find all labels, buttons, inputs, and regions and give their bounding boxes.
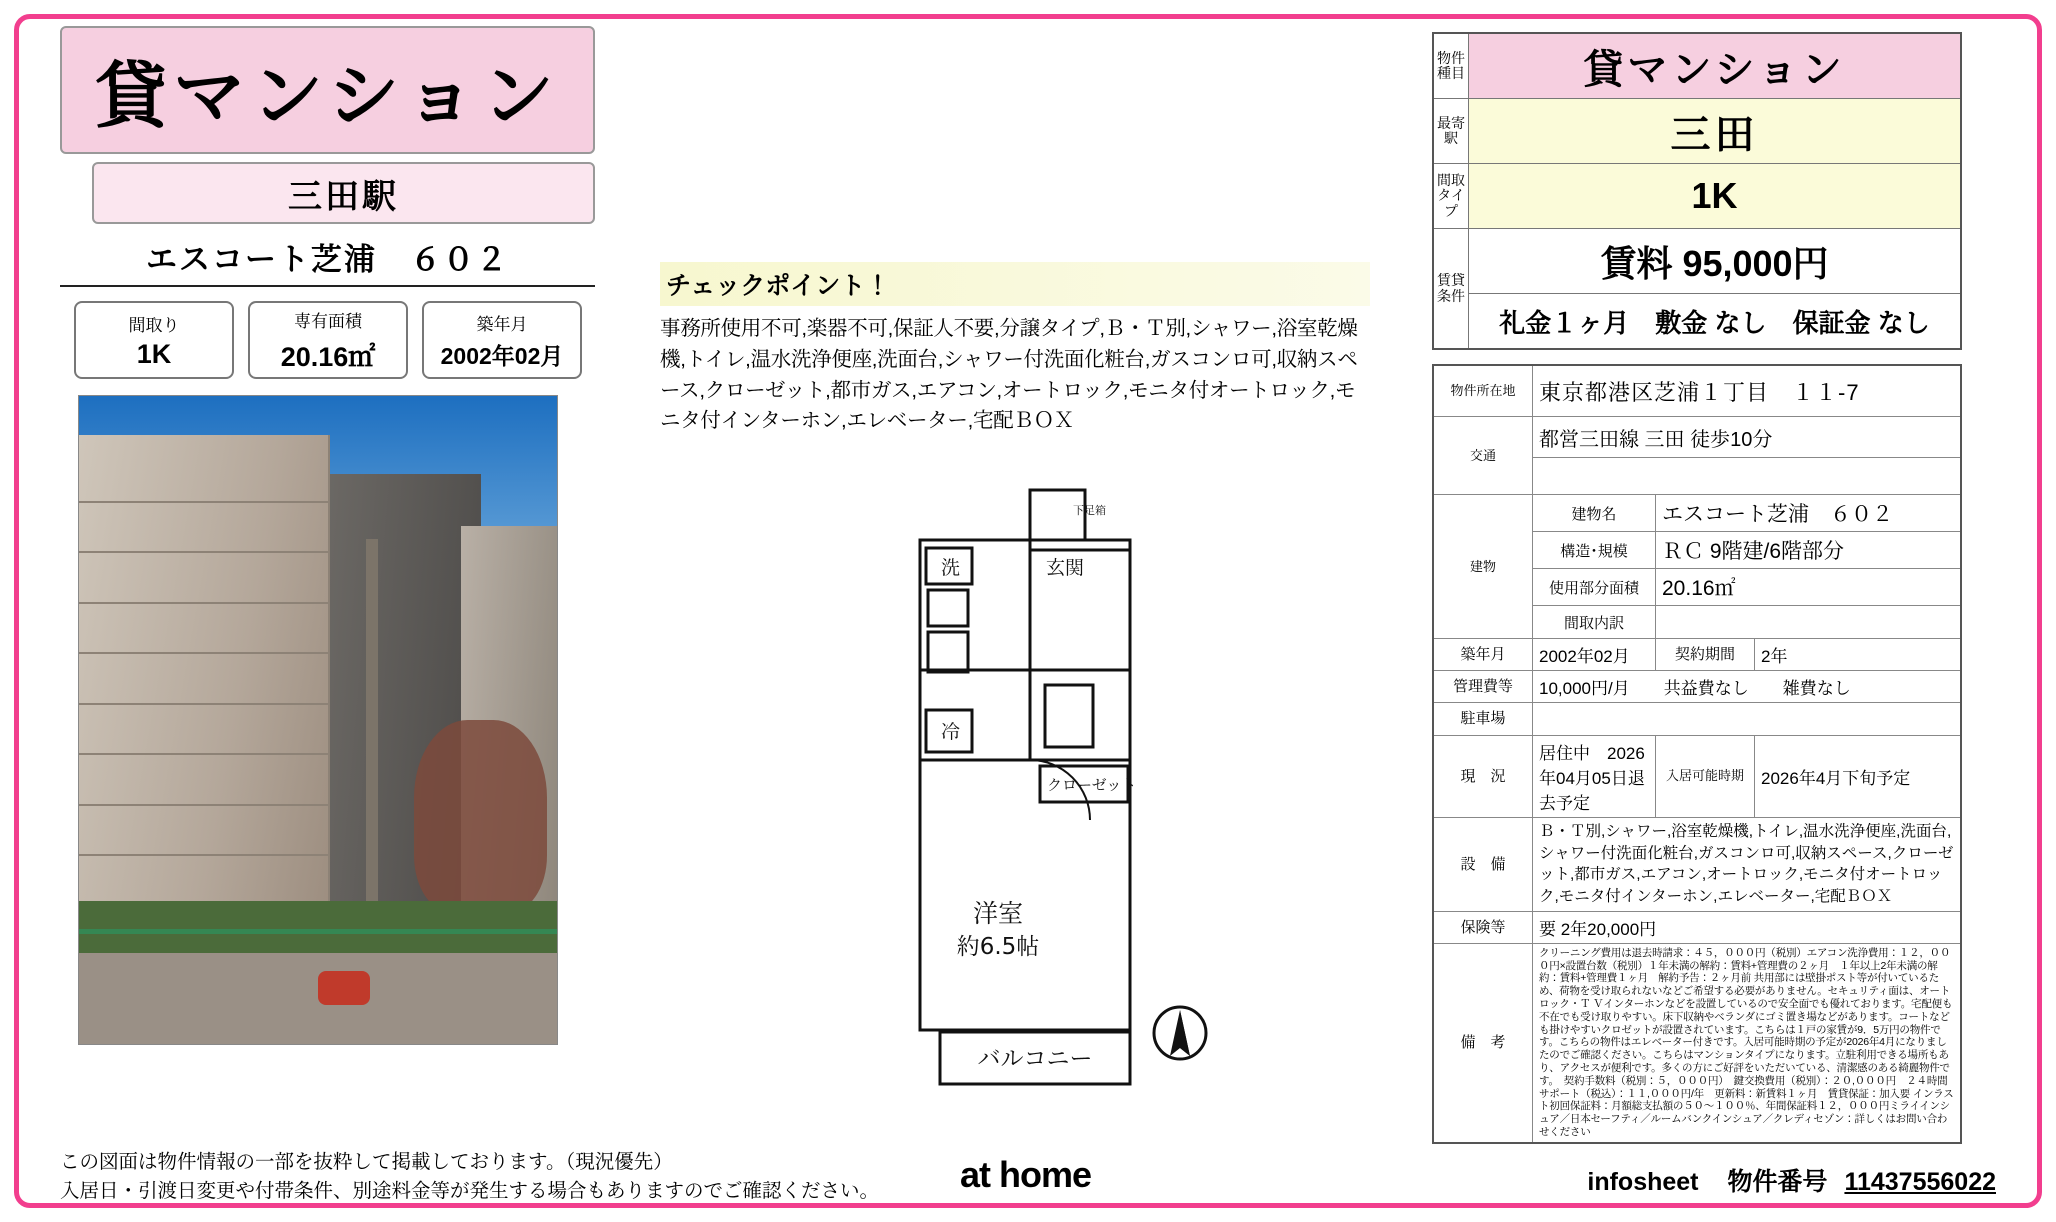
checkpoint-body: 事務所使用不可,楽器不可,保証人不要,分譲タイプ,Ｂ・Ｔ別,シャワー,浴室乾燥機,トイレ,温水洗浄便座,洗面台,シャワー付洗面化粧台,ガスコンロ可,収納スペース,クローゼット,都市ガス,エアコン,オートロック,モニタ付オートロック,モニタ付インターホン,エレベーター,宅配ＢＯＸ [660, 317, 1358, 433]
area-label: 使用部分面積 [1533, 569, 1656, 606]
details-row-transport [1433, 417, 1961, 458]
building-name-value: エスコート芝浦 ６０２ [1656, 495, 1962, 532]
building-name: エスコート芝浦 ６０２ [60, 234, 595, 287]
station-banner [92, 162, 595, 224]
contract-value: 2年 [1755, 639, 1962, 671]
disclaimer-line-2: 入居日・引渡日変更や付帯条件、別途料金等が発生する場合もありますのでご確認ください。 [60, 1179, 880, 1202]
floorplan-room-size: 約6.5帖 [956, 934, 1040, 960]
building-photo [78, 395, 558, 1045]
equipment-value: Ｂ・Ｔ別,シャワー,浴室乾燥機,トイレ,温水洗浄便座,洗面台,シャワー付洗面化粧台,ガスコンロ可,収納スペース,クローゼット,都市ガス,エアコン,オートロック,モニタ付オートロック,モニタ付インターホン,エレベーター,宅配ＢＯＸ [1533, 818, 1962, 912]
movein-label: 入居可能時期 [1656, 736, 1755, 818]
station-text: 三田駅 [288, 177, 399, 216]
photo-building-main [79, 435, 330, 940]
floorplan-fridge-label: 冷 [941, 721, 961, 743]
floorplan [880, 470, 1350, 1110]
equipment-label: 設 備 [1433, 818, 1533, 912]
structure-value: ＲＣ 9階建/6階部分 [1656, 532, 1962, 569]
summary-row-station [1433, 99, 1961, 164]
photo-tree [414, 720, 548, 914]
summary-row-type [1433, 33, 1961, 99]
summary-row-layout-label: 間取タイプ [1433, 164, 1469, 229]
summary-row-type-value: 貸マンション [1469, 33, 1962, 99]
layout-detail-value [1656, 606, 1962, 639]
north-arrow-icon [1154, 1007, 1206, 1059]
right-column [1432, 32, 1962, 1144]
parking-label: 駐車場 [1433, 703, 1533, 736]
summary-rent-side-label: 賃貸条件 [1433, 229, 1469, 350]
details-row-parking [1433, 703, 1961, 736]
insurance-value: 要 2年20,000円 [1533, 911, 1962, 943]
layout-detail-label: 間取内訳 [1533, 606, 1656, 639]
floorplan-closet-label: クローゼット [1047, 776, 1137, 794]
spec-layout-label: 間取り [128, 315, 180, 335]
details-transport-value: 都営三田線 三田 徒歩10分 [1533, 417, 1962, 458]
photo-car [318, 971, 370, 1005]
checkpoint-title: チェックポイント！ [660, 262, 1370, 306]
details-row-address [1433, 365, 1961, 417]
disclaimer-line-1: この図面は物件情報の一部を抜粋して掲載しております。（現況優先） [60, 1150, 673, 1173]
status-value: 居住中 2026年04月05日退去予定 [1533, 736, 1656, 818]
details-transport-label: 交通 [1433, 417, 1533, 495]
footer [60, 1148, 2000, 1207]
mgmt-value: 10,000円/月 共益費なし 雑費なし [1533, 671, 1962, 703]
spec-area [248, 301, 408, 379]
summary-row-layout-value: 1K [1469, 164, 1962, 229]
details-transport-value2 [1533, 458, 1962, 495]
infosheet-label: infosheet [1587, 1167, 1699, 1196]
floorplan-room-label: 洋室 [972, 899, 1024, 928]
details-row-status [1433, 736, 1961, 818]
details-row-insurance [1433, 911, 1961, 943]
floorplan-shoebox-label: 下足箱 [1073, 504, 1106, 517]
area-value: 20.16㎡ [1656, 569, 1962, 606]
spec-area-value: 20.16㎡ [280, 341, 376, 372]
remarks-value: クリーニング費用は退去時請求：４５，０００円（税別）エアコン洗浄費用：１２，０００円×設置台数（税別）１年未満の解約：賃料+管理費の２ヶ月 １年以上2年未満の解約：賃料+管理費１ヶ月 解約予告：２ヶ月前 共用部には壁掛ポスト等が付いているため、荷物を受け取られないなどご希望する必要がありません。セキュリティ面は、オートロック・Ｔ Ｖインターホンなどを設置しているので安全面でも優れております。宅配便も不在でも受け取りやすい。床下収納やベランダにゴミ置き場などがあります。コートなども掛けやすいクロゼットが設置されています。こちらは１戸の家賃が9．5万円の物件です。こちらの物件はエレベーター付きです。入居可能時期の予定が2026年4月になりましたのでご確認ください。こちらはマンションタイプになります。立駐利用できる場所もあり、アクセスが便利です。多くの方にご好評をいただいている、清潔感のある綺麗物件です。 契約手数料（税別：５，０００円） 鍵交換費用（税別）：２０,０００円 ２４時間サポート（税込）：１１,０００円/年 更新料：新賃料１ヶ月 賃貸保証：加入要 インラスト初回保証料：月額総支払額の５０〜１００％、年間保証料１２，０００円ミライインシュア／日本セーフティ／ルームバンクインシュア／クレディセゾン：詳しくはお問い合わせください [1533, 943, 1962, 1142]
contract-label: 契約期間 [1656, 639, 1755, 671]
infosheet-block [1587, 1162, 1996, 1198]
details-row-built [1433, 639, 1961, 671]
details-row-mgmt [1433, 671, 1961, 703]
spec-built-value: 2002年02月 [440, 342, 564, 369]
spec-area-label: 専有面積 [294, 311, 362, 331]
spec-built [422, 301, 582, 379]
infosheet-number-label: 物件番号 [1727, 1167, 1828, 1196]
property-type-text: 貸マンション [95, 54, 560, 138]
details-row-building-name [1433, 495, 1961, 532]
summary-rent-value: 賃料 95,000円 [1469, 229, 1962, 294]
checkpoint-section [660, 262, 1370, 437]
built-value: 2002年02月 [1533, 639, 1656, 671]
details-address-label: 物件所在地 [1433, 365, 1533, 417]
spec-row [74, 301, 620, 379]
remarks-label: 備 考 [1433, 943, 1533, 1142]
infosheet-number: 11437556022 [1844, 1167, 1996, 1196]
summary-table [1432, 32, 1962, 350]
details-building-label: 建物 [1433, 495, 1533, 639]
summary-row-station-value: 三田 [1469, 99, 1962, 164]
details-row-equipment [1433, 818, 1961, 912]
photo-fence [79, 929, 557, 934]
status-label: 現 況 [1433, 736, 1533, 818]
summary-row-fees [1433, 294, 1961, 350]
floorplan-washer-label: 洗 [941, 557, 961, 579]
floorplan-entrance-label: 玄関 [1046, 557, 1085, 579]
summary-row-type-label: 物件種目 [1433, 33, 1469, 99]
summary-row-station-label: 最寄駅 [1433, 99, 1469, 164]
athome-logo: at home [960, 1153, 1092, 1195]
floorplan-balcony-label: バルコニー [977, 1046, 1093, 1072]
details-address-value: 東京都港区芝浦１丁目 １１-7 [1533, 365, 1962, 417]
building-name-label: 建物名 [1533, 495, 1656, 532]
structure-label: 構造･規模 [1533, 532, 1656, 569]
property-type-banner [60, 26, 595, 154]
details-row-remarks [1433, 943, 1961, 1142]
spec-built-label: 築年月 [476, 314, 528, 334]
movein-value: 2026年4月下旬予定 [1755, 736, 1962, 818]
spec-layout-value: 1K [136, 338, 172, 369]
insurance-label: 保険等 [1433, 911, 1533, 943]
details-table [1432, 364, 1962, 1144]
parking-value [1533, 703, 1962, 736]
summary-fees-value: 礼金１ヶ月 敷金 なし 保証金 なし [1469, 294, 1962, 350]
summary-row-rent [1433, 229, 1961, 294]
spec-layout [74, 301, 234, 379]
mgmt-label: 管理費等 [1433, 671, 1533, 703]
left-column [60, 26, 620, 1045]
built-label: 築年月 [1433, 639, 1533, 671]
summary-row-layout [1433, 164, 1961, 229]
